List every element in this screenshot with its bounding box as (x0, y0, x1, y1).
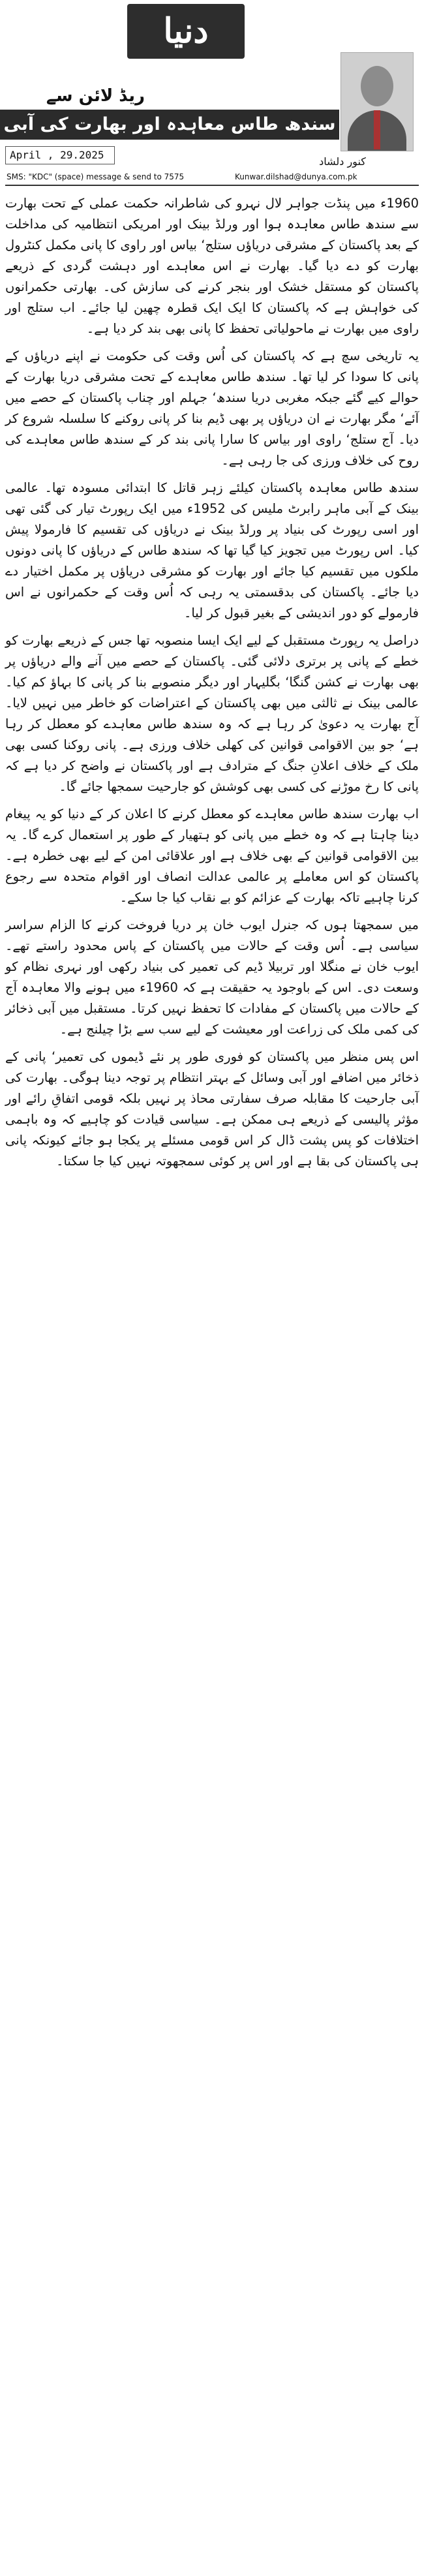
column-name: ریڈ لائن سے (46, 86, 145, 106)
author-photo-tie (374, 110, 380, 149)
author-name: کنور دلشاد (319, 155, 366, 168)
article-paragraph: دراصل یہ رپورٹ مستقبل کے لیے ایک ایسا منصوبہ تھا جس کے ذریعے بھارت کو خطے کے پانی پر برتری دلائی گئی۔ پاکستان کے حصے میں آنے والے دریاؤں پر بھی بھارت نے کشن گنگا‘ بگلیہار اور دیگر منصوبے بنا کر پانی کا بہاؤ کم کیا۔ عالمی بینک نے ثالثی میں بھی پاکستان کے اعتراضات کو خاطر میں نہیں لایا۔ آج بھارت یہ دعویٰ کر رہا ہے کہ وہ سندھ طاس معاہدے کو معطل کر رہا ہے‘ جو بین الاقوامی قوانین کی کھلی خلاف ورزی ہے۔ پانی روکنا کسی بھی ملک کے خلاف اعلانِ جنگ کے مترادف ہے اور پاکستان نے واضح کر دیا ہے کہ پانی کا رخ موڑنے کی کسی بھی کوشش کو جارحیت سمجھا جائے گا۔ (5, 633, 419, 794)
author-photo (341, 52, 414, 151)
article-paragraph: یہ تاریخی سچ ہے کہ پاکستان کی اُس وقت کی حکومت نے اپنے دریاؤں کے پانی کا سودا کر لیا تھا۔ سندھ طاس معاہدے کے تحت مشرقی دریا بھارت کے حوالے کیے گئے جبکہ مغربی دریا سندھ‘ جہلم اور چناب پاکستان کے حصے میں آئے‘ مگر بھارت نے ان دریاؤں پر بھی ڈیم بنا کر پانی روکنے کا سلسلہ شروع کر دیا۔ آج ستلج‘ راوی اور بیاس کا سارا پانی بند کر کے سندھ طاس معاہدے کی روح کی خلاف ورزی کی جا رہی ہے۔ (5, 348, 419, 468)
article-paragraph: اب بھارت سندھ طاس معاہدے کو معطل کرنے کا اعلان کر کے دنیا کو یہ پیغام دینا چاہتا ہے کہ وہ خطے میں پانی کو ہتھیار کے طور پر استعمال کرے گا۔ یہ بین الاقوامی قوانین کے بھی خلاف ہے اور علاقائی امن کے لیے بھی خطرہ ہے۔ پاکستان کو اس معاملے پر عالمی عدالت انصاف اور اقوام متحدہ سے رجوع کرنا چاہیے تاکہ بھارت کے عزائم کو بے نقاب کیا جا سکے۔ (5, 806, 419, 905)
article-paragraph: میں سمجھتا ہوں کہ جنرل ایوب خان پر دریا فروخت کرنے کا الزام سراسر سیاسی ہے۔ اُس وقت کے حالات میں پاکستان کے پاس محدود راستے تھے۔ ایوب خان نے منگلا اور تربیلا ڈیم کی تعمیر کی بنیاد رکھی اور نہری نظام کو وسعت دی۔ اس کے باوجود یہ حقیقت ہے کہ 1960ء میں ہونے والا معاہدہ آج کے حالات میں پاکستان کے مفادات کا تحفظ نہیں کرتا۔ مستقبل میں آبی ذخائر کی کمی ملک کی زراعت اور معیشت کے لیے سب سے بڑا چیلنج ہے۔ (5, 917, 419, 1037)
publish-date: April , 29.2025 (5, 146, 115, 164)
article-header (0, 0, 424, 189)
article-paragraph: سندھ طاس معاہدہ پاکستان کیلئے زہر قاتل کا ابتدائی مسودہ تھا۔ عالمی بینک کے آبی ماہر رابرٹ ملیس کی 1952ء میں ایک رپورٹ تیار کی گئی تھی اور اسی رپورٹ کی بنیاد پر ورلڈ بینک نے دریاؤں کی تقسیم کا فارمولا پیش کیا۔ اس رپورٹ میں تجویز کیا گیا تھا کہ سندھ طاس کے دریاؤں کا پانی دونوں ملکوں میں تقسیم کیا جائے اور بھارت کو مشرقی دریاؤں پر مکمل اختیار دے دیا جائے۔ پاکستان کی بدقسمتی یہ رہی کہ اُس وقت کے حکمرانوں نے اس فارمولے کو دور اندیشی کے بغیر قبول کر لیا۔ (5, 480, 419, 621)
article-body (5, 193, 419, 1178)
logo-mark: دنیا (127, 4, 245, 59)
article-paragraph: 1960ء میں پنڈت جواہر لال نہرو کی شاطرانہ حکمت عملی کے تحت بھارت سے سندھ طاس معاہدہ ہوا اور ورلڈ بینک اور امریکی انتظامیہ کی مداخلت کے بعد پاکستان کے مشرقی دریاؤں ستلج‘ بیاس اور راوی کا پانی مکمل کنٹرول بھارت کو دے دیا گیا۔ بھارت نے اس معاہدے اور دہشت گردی کے ذریعے پاکستان کو مستقل خشک اور بنجر کرنے کی سازش کی۔ بھارتی حکمرانوں کی خواہش ہے کہ پاکستان کا ایک ایک قطرہ چھین لیا جائے۔ اب ستلج اور راوی میں بھارت نے ماحولیاتی تحفظ کا پانی بھی بند کر دیا ہے۔ (5, 196, 419, 336)
newspaper-logo[interactable] (114, 0, 258, 62)
author-email[interactable]: Kunwar.dilshad@dunya.com.pk (235, 172, 357, 181)
header-divider (5, 185, 419, 186)
article-title: سندھ طاس معاہدہ اور بھارت کی آبی جارحیت (0, 110, 339, 140)
sms-info: SMS: "KDC" (space) message & send to 7575 (7, 172, 185, 181)
article-paragraph: اس پس منظر میں پاکستان کو فوری طور پر نئے ڈیموں کی تعمیر‘ پانی کے ذخائر میں اضافے اور آبی وسائل کے بہتر انتظام پر توجہ دینا ہوگی۔ بھارت کی آبی جارحیت کا مقابلہ صرف سفارتی محاذ پر نہیں بلکہ قومی اتفاقِ رائے اور مؤثر پالیسی کے ذریعے ہی ممکن ہے۔ سیاسی قیادت کو چاہیے کہ وہ باہمی اختلافات کو پس پشت ڈال کر اس قومی مسئلے پر یکجا ہو جائے کیونکہ پانی ہی پاکستان کی بقا ہے اور اس پر کوئی سمجھوتہ نہیں کیا جا سکتا۔ (5, 1049, 419, 1169)
author-photo-head (361, 66, 393, 106)
